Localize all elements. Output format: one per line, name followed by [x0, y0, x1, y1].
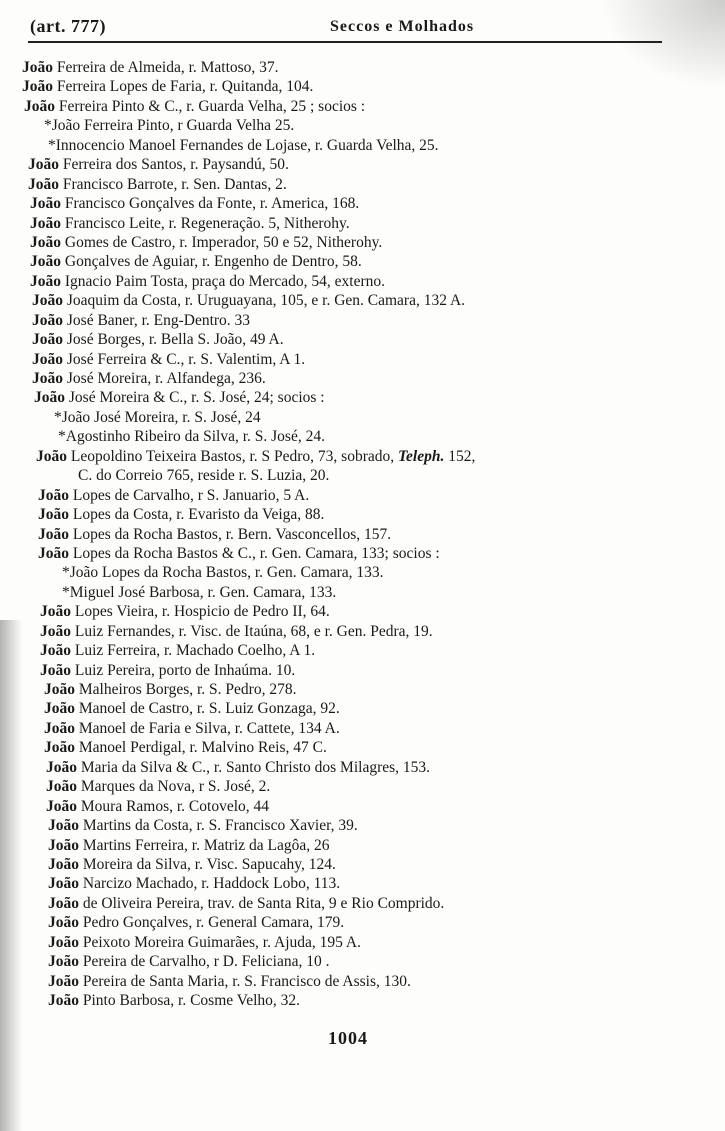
directory-entry [0, 252, 725, 271]
telephone-number: 152, [448, 447, 476, 465]
entry-name: João [40, 603, 71, 621]
entry-text: Lopes da Rocha Bastos & C., r. Gen. Camara, 133; socios : [72, 544, 440, 562]
directory-entry [0, 874, 725, 893]
directory-entry [0, 777, 725, 796]
entry-name: João [32, 292, 63, 310]
directory-entry [0, 291, 725, 310]
entry-text: *João Ferreira Pinto, r Guarda Velha 25. [44, 117, 295, 135]
directory-entry [0, 933, 725, 952]
entry-name: João [48, 894, 79, 912]
entry-text: Joaquim da Costa, r. Uruguayana, 105, e r. Gen. Camara, 132 A. [66, 292, 466, 310]
entry-text: Luiz Pereira, porto de Inhaúma. 10. [74, 661, 296, 679]
directory-entry [0, 388, 725, 407]
entry-name: João [38, 525, 69, 543]
entry-text: *Innocencio Manoel Fernandes de Lojase, r. Guarda Velha, 25. [48, 136, 439, 154]
entry-text: José Ferreira & C., r. S. Valentim, A 1. [66, 350, 306, 368]
entry-text: Ferreira Pinto & C., r. Guarda Velha, 25 ; socios : [58, 97, 366, 115]
directory-entry [0, 311, 725, 330]
directory-entry [0, 369, 725, 388]
directory-entry [0, 641, 725, 660]
entry-name: João [48, 933, 79, 951]
entry-text: José Moreira & C., r. S. José, 24; socios : [68, 389, 325, 407]
entry-text: José Baner, r. Eng-Dentro. 33 [66, 311, 251, 329]
entry-name: João [44, 681, 75, 698]
directory-entry [0, 58, 725, 77]
directory-entry [0, 544, 725, 563]
directory-entry [0, 486, 725, 505]
directory-entry [0, 855, 725, 874]
entry-text: Lopes Vieira, r. Hospicio de Pedro II, 64. [74, 603, 330, 621]
directory-entry [0, 272, 725, 291]
directory-entry [0, 952, 725, 971]
directory-entry [0, 583, 725, 602]
entry-text: Francisco Gonçalves da Fonte, r. America, 168. [64, 195, 360, 213]
directory-entry [0, 894, 725, 913]
directory-entry [0, 175, 725, 194]
entry-name: João [48, 953, 79, 971]
page-header [30, 14, 660, 40]
entry-text: Pinto Barbosa, r. Cosme Velho, 32. [82, 992, 301, 1009]
entry-name: João [44, 700, 75, 718]
entry-name: João [46, 797, 77, 815]
directory-entry [0, 233, 725, 252]
entry-text: Malheiros Borges, r. S. Pedro, 278. [78, 681, 297, 698]
entry-name: João [38, 506, 69, 524]
entry-text: Ignacio Paim Tosta, praça do Mercado, 54, externo. [64, 272, 386, 290]
entry-text: Martins Ferreira, r. Matriz da Lagôa, 26 [82, 836, 330, 854]
entry-name: João [30, 253, 61, 271]
entry-text: Gomes de Castro, r. Imperador, 50 e 52, Nitherohy. [64, 233, 383, 251]
entry-text: *João Lopes da Rocha Bastos, r. Gen. Camara, 133. [62, 564, 384, 582]
entry-name: João [48, 972, 79, 990]
telephone-label: Teleph. [397, 447, 445, 465]
entry-text: Ferreira Lopes de Faria, r. Quitanda, 104. [56, 78, 314, 96]
entry-name: João [48, 855, 79, 873]
directory-entry [0, 155, 725, 174]
entry-text: Martins da Costa, r. S. Francisco Xavier, 39. [82, 817, 358, 835]
entry-name: João [44, 739, 75, 757]
entry-text: *Agostinho Ribeiro da Silva, r. S. José, 24. [58, 428, 325, 446]
entry-name: João [22, 59, 53, 76]
entry-text: Peixoto Moreira Guimarães, r. Ajuda, 195 A. [82, 933, 361, 951]
directory-entry [0, 350, 725, 369]
directory-entry [0, 797, 725, 816]
entry-text: Lopes de Carvalho, r S. Januario, 5 A. [72, 486, 310, 504]
directory-entry [0, 214, 725, 233]
entry-name: João [40, 622, 71, 640]
entry-text: Lopes da Rocha Bastos, r. Bern. Vasconcellos, 157. [72, 525, 392, 543]
entry-name: João [48, 992, 79, 1009]
directory-entry [0, 525, 725, 544]
entry-text: Manoel de Castro, r. S. Luiz Gonzaga, 92. [78, 700, 340, 718]
directory-entry [0, 972, 725, 991]
entry-text: Manoel Perdigal, r. Malvino Reis, 47 C. [78, 739, 327, 757]
entry-text: Moreira da Silva, r. Visc. Sapucahy, 124. [82, 855, 336, 873]
entry-text: Manoel de Faria e Silva, r. Cattete, 134 A. [78, 719, 340, 737]
entry-name: João [30, 214, 61, 232]
directory-entry [0, 408, 725, 427]
directory-entry [0, 447, 725, 466]
entry-text: José Moreira, r. Alfandega, 236. [66, 370, 266, 387]
directory-entry [0, 991, 725, 1010]
entry-name: João [32, 311, 63, 329]
directory-entry [0, 622, 725, 641]
directory-entry [0, 136, 725, 155]
section-title: Seccos e Molhados [330, 18, 475, 35]
entry-text: Luiz Fernandes, r. Visc. de Itaúna, 68, e r. Gen. Pedra, 19. [74, 622, 433, 640]
entry-text: Pereira de Santa Maria, r. S. Francisco de Assis, 130. [82, 972, 411, 990]
entry-name: João [48, 875, 79, 893]
directory-entry [0, 427, 725, 446]
directory-entry [0, 758, 725, 777]
entry-text: Pereira de Carvalho, r D. Feliciana, 10 . [82, 953, 330, 971]
entry-text: Maria da Silva & C., r. Santo Christo dos Milagres, 153. [80, 758, 431, 776]
entry-name: João [32, 331, 63, 349]
entry-text: Leopoldino Teixeira Bastos, r. S Pedro, 73, sobrado, [70, 447, 395, 465]
directory-entry [0, 563, 725, 582]
entry-text: Ferreira de Almeida, r. Mattoso, 37. [56, 59, 279, 76]
entry-text: *João José Moreira, r. S. José, 24 [54, 408, 261, 426]
entry-name: João [22, 78, 53, 96]
directory-entry [0, 719, 725, 738]
entry-name: João [30, 195, 61, 213]
entry-name: João [34, 389, 65, 407]
page-number: 1004 [328, 1028, 368, 1048]
directory-entry [0, 836, 725, 855]
entry-name: João [30, 233, 61, 251]
entry-name: João [44, 719, 75, 737]
entry-text: Francisco Barrote, r. Sen. Dantas, 2. [62, 175, 287, 193]
entry-text: Ferreira dos Santos, r. Paysandú, 50. [62, 156, 289, 174]
entry-name: João [40, 642, 71, 660]
entry-name: João [30, 272, 61, 290]
entry-text: José Borges, r. Bella S. João, 49 A. [66, 331, 284, 349]
directory-entry [0, 680, 725, 699]
entry-name: João [46, 758, 77, 776]
entry-text: Marques da Nova, r S. José, 2. [80, 778, 271, 796]
entry-name: João [48, 817, 79, 835]
entry-name: João [32, 370, 63, 387]
entry-text: Moura Ramos, r. Cotovelo, 44 [80, 797, 270, 815]
entry-text: Pedro Gonçalves, r. General Camara, 179. [82, 914, 345, 932]
directory-entry [0, 738, 725, 757]
entry-text: *Miguel José Barbosa, r. Gen. Camara, 133. [62, 583, 337, 601]
entry-text: Luiz Ferreira, r. Machado Coelho, A 1. [74, 642, 316, 660]
entry-text: C. do Correio 765, reside r. S. Luzia, 20. [78, 467, 330, 485]
entry-text: Lopes da Costa, r. Evaristo da Veiga, 88. [72, 506, 325, 524]
entry-name: João [24, 97, 55, 115]
directory-entry [0, 466, 725, 485]
directory-entry [0, 816, 725, 835]
entry-name: João [46, 778, 77, 796]
entry-name: João [48, 914, 79, 932]
entry-text: Narcizo Machado, r. Haddock Lobo, 113. [82, 875, 341, 893]
directory-entries [0, 58, 725, 1010]
directory-entry [0, 77, 725, 96]
entry-text: Francisco Leite, r. Regeneração. 5, Nitherohy. [64, 214, 350, 232]
entry-name: João [32, 350, 63, 368]
entry-name: João [36, 447, 67, 465]
directory-entry [0, 330, 725, 349]
directory-entry [0, 97, 725, 116]
directory-entry [0, 602, 725, 621]
article-reference: (art. 777) [30, 16, 106, 36]
directory-entry [0, 699, 725, 718]
directory-entry [0, 913, 725, 932]
entry-text: Gonçalves de Aguiar, r. Engenho de Dentro, 58. [64, 253, 362, 271]
directory-entry [0, 661, 725, 680]
directory-entry [0, 505, 725, 524]
entry-text: de Oliveira Pereira, trav. de Santa Rita, 9 e Rio Comprido. [82, 894, 445, 912]
directory-entry [0, 194, 725, 213]
entry-name: João [40, 661, 71, 679]
entry-name: João [28, 175, 59, 193]
entry-name: João [38, 544, 69, 562]
entry-name: João [38, 486, 69, 504]
directory-entry [0, 116, 725, 135]
header-divider [28, 41, 662, 43]
entry-name: João [28, 156, 59, 174]
entry-name: João [48, 836, 79, 854]
